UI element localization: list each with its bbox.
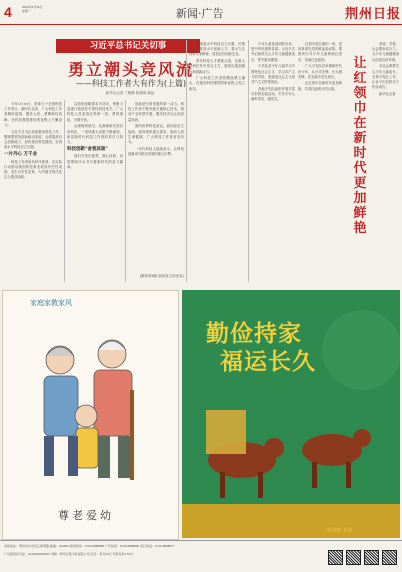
paragraph: 面向世界科技前沿，面向经济主战场，面向国家重大需求，面向人民生命健康，广大科技工作者奋发有为。 bbox=[128, 124, 184, 144]
qr-code-icon[interactable] bbox=[382, 550, 397, 565]
page-number: 4 bbox=[4, 4, 12, 20]
column-divider bbox=[64, 100, 65, 282]
side-headline: 让红领巾在新时代更加鲜艳 bbox=[353, 56, 367, 236]
paragraph: 青年科技人才勇挑大梁，在重大科研任务中担当主力，展现出蓬勃朝气和创新活力。 bbox=[189, 59, 245, 74]
paragraph: 从深海到深空，从基础研究到应用转化，一项项重大成果不断涌现，彰显新时代科技工作者的责任与担当。 bbox=[67, 124, 123, 144]
paragraph: 新华社记者 bbox=[379, 91, 396, 96]
feature-column-3 bbox=[128, 102, 184, 282]
issue-day-text: 星期一 bbox=[22, 9, 32, 13]
side-column-1 bbox=[251, 42, 295, 280]
feature-subheadline: ——科技工作者大有作为(上篇) bbox=[75, 79, 187, 88]
paragraph: 科技工作者肩负时代使命，以实际行动推动我国科技事业取得历史性成就、发生历史性变革，为中国式现代化注入强劲动能。 bbox=[4, 159, 62, 180]
feature-column-1 bbox=[4, 102, 62, 282]
paragraph: 让红领巾在新时代更加鲜艳，共同托起明天的太阳。 bbox=[298, 81, 342, 91]
paragraph: 家庭、学校、社会要形成合力，为少年儿童健康成长创造良好环境。 bbox=[372, 42, 399, 62]
paragraph: 广大少先队员争做新时代好少年，从小学先锋、长大做先锋，在实践中茁壮成长。 bbox=[298, 64, 342, 79]
qr-code-icon[interactable] bbox=[328, 550, 343, 565]
feature-headline: 勇立潮头竞风流 bbox=[67, 60, 194, 79]
side-column-2 bbox=[298, 42, 342, 280]
paragraph: 少先队是少年儿童学习中国特色社会主义、学习共产主义的学校，是建设社会主义和共产主义的预备队。 bbox=[251, 64, 295, 84]
paragraph: 以国家战略需求为导向，集聚力量进行原创性引领性科技攻关。广大科技人员奋战在科研一线，勇挑重担，为国分忧。 bbox=[67, 102, 123, 122]
paragraph: 红领巾是红旗的一角，是用革命先烈的鲜血染成的。要教育引导少年儿童珍惜红领巾，传承红色基因。 bbox=[298, 42, 342, 62]
masthead-logo: 荆州日报 bbox=[345, 7, 402, 22]
thrift-ad-title-line-1: 勤俭持家 bbox=[206, 320, 302, 347]
family-ad-title: 家庭家教家风 bbox=[30, 299, 72, 307]
section-title: 新闻·广告 bbox=[176, 7, 224, 20]
paragraph: 少年儿童是祖国的未来，是中华民族的希望。习近平总书记始终关心少年儿童健康成长，寄予殷切期望。 bbox=[251, 42, 295, 62]
footer-contact: 本报地址：荆州市沙市区江津西路 邮编：434000 新闻热线：0716-8888888 广告热线：0716-8888866 发行热线：0716-8888877 bbox=[4, 544, 175, 548]
paragraph: 全社会都要关心少年儿童成长，支持少先队工作，让孩子们在阳光下快乐成长。 bbox=[372, 64, 399, 90]
family-ad-caption: 尊老爱幼 bbox=[58, 509, 114, 522]
paragraph: 今年5月30日，是第九个全国科技工作者日。新时代以来，广大科技工作者胸怀祖国、服务人民，勇攀科技高峰，在科技强国建设的征程上不懈奋斗。 bbox=[4, 102, 62, 127]
thrift-ad-title-line-2: 福运长久 bbox=[220, 348, 316, 375]
feature-byline: 新华社记者 丁雅静 张晓明 姚远 bbox=[105, 91, 155, 95]
footer-license: 广告经营许可证：4210004000001 印刷：荆州日报印务有限公司 定价：每月25元 零售每份1.50元 bbox=[4, 552, 134, 556]
paragraph: 创新是引领发展的第一动力。科技工作者不断突破关键核心技术，推动产业转型升级，服务经济社会高质量发展。 bbox=[128, 102, 184, 122]
paragraph: 一代代科技人接续奋斗，让科技创新成为推动发展的强大引擎。 bbox=[128, 146, 184, 156]
paragraph: 实现高水平科技自立自强，归根结底要靠高水平创新人才。要大力弘扬科学家精神，营造良好创新生态。 bbox=[189, 42, 245, 57]
issue-date-text: 2025年5月26日 bbox=[22, 5, 43, 9]
qr-code-icon[interactable] bbox=[346, 550, 361, 565]
feature-column-2 bbox=[67, 102, 123, 282]
paragraph: 习近平总书记高度重视科技工作，强调要坚持创新驱动发展，全面提高自主创新能力，加快建设科技强国，实现高水平科技自立自强。 bbox=[4, 129, 62, 150]
qr-code-icon[interactable] bbox=[364, 550, 379, 565]
family-illustration bbox=[20, 320, 160, 500]
side-column-3 bbox=[372, 42, 399, 280]
issue-date bbox=[22, 5, 43, 13]
thrift-ad-title bbox=[206, 320, 316, 376]
section-subtitle: 科技创新"舍我其谁" bbox=[67, 147, 108, 153]
paragraph: 广大科技工作者将继续勇立潮头，在建设科技强国的新征程上再立新功。 bbox=[189, 76, 245, 91]
column-banner: 习近平总书记关切事 bbox=[56, 39, 200, 53]
column-divider bbox=[186, 40, 187, 282]
section-subtitle: 一片丹心 万千业 bbox=[4, 152, 38, 158]
continuation-note: (紧转第8版 阅读原文请登录) bbox=[140, 274, 184, 278]
column-divider bbox=[125, 100, 126, 282]
paragraph: 各地少先队组织开展丰富多彩的实践活动，引导少年儿童听党话、跟党走。 bbox=[251, 86, 295, 102]
thrift-ad-brand: 中国梦·节俭 bbox=[326, 528, 353, 534]
feature-column-4 bbox=[189, 42, 245, 270]
column-divider bbox=[248, 40, 249, 282]
paragraph: 他们甘坐冷板凳，潜心钻研，用智慧和汗水书写着新时代的奋斗篇章。 bbox=[67, 154, 123, 169]
